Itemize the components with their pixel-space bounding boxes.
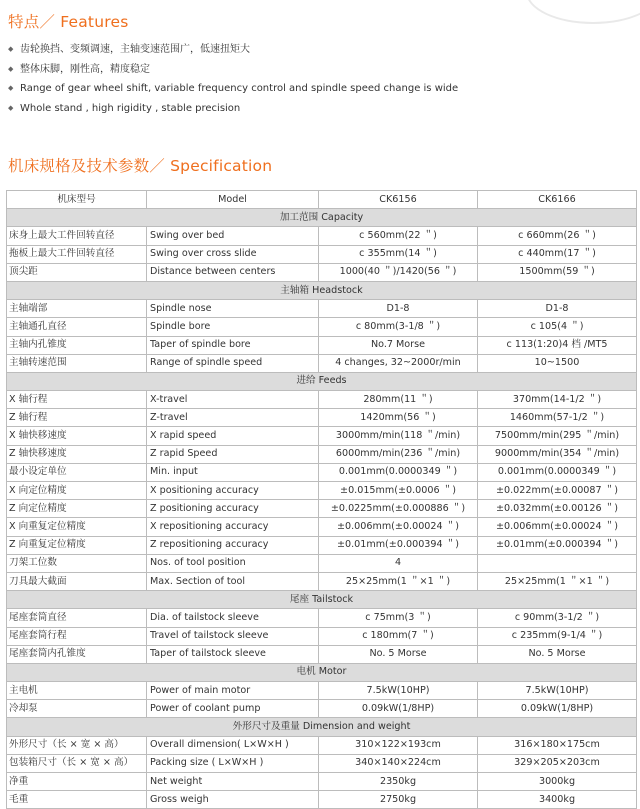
param-cn: 尾座套筒直径 <box>7 609 147 627</box>
header-cell: Model <box>147 191 319 209</box>
value-ck6156: 4 <box>319 554 478 572</box>
header-cell: 机床型号 <box>7 191 147 209</box>
value-ck6166: D1-8 <box>478 300 637 318</box>
section-header-row <box>7 281 637 299</box>
table-row <box>7 773 637 791</box>
value-ck6156: 0.001mm(0.0000349 ＂) <box>319 463 478 481</box>
value-ck6156: No.7 Morse <box>319 336 478 354</box>
section-title: 主轴箱 Headstock <box>7 281 637 299</box>
param-en: X-travel <box>147 391 319 409</box>
param-en: X rapid speed <box>147 427 319 445</box>
param-en: Spindle bore <box>147 318 319 336</box>
section-header-row <box>7 663 637 681</box>
spec-title: 机床规格及技术参数／ Specification <box>8 157 273 175</box>
param-en: Z repositioning accuracy <box>147 536 319 554</box>
param-cn: 刀架工位数 <box>7 554 147 572</box>
param-cn: X 向重复定位精度 <box>7 518 147 536</box>
param-cn: 冷却泵 <box>7 700 147 718</box>
value-ck6166: ϲ 235mm(9-1/4 ＂) <box>478 627 637 645</box>
value-ck6166: 25×25mm(1 ＂×1 ＂) <box>478 572 637 590</box>
features-list <box>8 40 458 118</box>
value-ck6166: 3000kg <box>478 773 637 791</box>
table-row <box>7 700 637 718</box>
section-title: 进给 Feeds <box>7 372 637 390</box>
value-ck6156: 7.5kW(10HP) <box>319 682 478 700</box>
feature-item: ◆ Range of gear wheel shift, variable frequency control and spindle speed change is wide <box>8 79 458 99</box>
param-en: Nos. of tool position <box>147 554 319 572</box>
feature-item: ◆ 齿轮换挡、变频调速，主轴变速范围广，低速扭矩大 <box>8 40 458 60</box>
param-en: Packing size ( L×W×H ) <box>147 754 319 772</box>
value-ck6156: 6000mm/min(236 ＂/min) <box>319 445 478 463</box>
param-cn: 主电机 <box>7 682 147 700</box>
table-row <box>7 227 637 245</box>
value-ck6156: ±0.0225mm(±0.000886 ＂) <box>319 500 478 518</box>
table-row <box>7 518 637 536</box>
table-row <box>7 409 637 427</box>
value-ck6156: 25×25mm(1 ＂×1 ＂) <box>319 572 478 590</box>
value-ck6166: 1500mm(59 ＂) <box>478 263 637 281</box>
param-cn: X 轴行程 <box>7 391 147 409</box>
param-cn: 净重 <box>7 773 147 791</box>
value-ck6156: ϲ 80mm(3-1/8 ＂) <box>319 318 478 336</box>
header-cell: CK6166 <box>478 191 637 209</box>
param-en: Z rapid Speed <box>147 445 319 463</box>
table-row <box>7 245 637 263</box>
param-en: Taper of spindle bore <box>147 336 319 354</box>
param-en: Min. input <box>147 463 319 481</box>
param-cn: 毛重 <box>7 791 147 809</box>
value-ck6166: 0.09kW(1/8HP) <box>478 700 637 718</box>
decorative-arc <box>526 0 640 24</box>
param-cn: 主轴端部 <box>7 300 147 318</box>
param-en: Power of coolant pump <box>147 700 319 718</box>
header-row <box>7 191 637 209</box>
param-cn: 主轴通孔直径 <box>7 318 147 336</box>
param-en: Power of main motor <box>147 682 319 700</box>
value-ck6156: 340×140×224cm <box>319 754 478 772</box>
table-row <box>7 682 637 700</box>
value-ck6156: D1-8 <box>319 300 478 318</box>
table-row <box>7 572 637 590</box>
section-header-row <box>7 591 637 609</box>
table-row <box>7 500 637 518</box>
value-ck6166: 3400kg <box>478 791 637 809</box>
value-ck6166: 329×205×203cm <box>478 754 637 772</box>
value-ck6156: 280mm(11 ＂) <box>319 391 478 409</box>
table-row <box>7 354 637 372</box>
table-row <box>7 445 637 463</box>
value-ck6156: ±0.01mm(±0.000394 ＂) <box>319 536 478 554</box>
value-ck6166 <box>478 554 637 572</box>
param-cn: 顶尖距 <box>7 263 147 281</box>
spec-table <box>6 190 637 809</box>
table-row <box>7 627 637 645</box>
param-cn: 尾座套筒行程 <box>7 627 147 645</box>
value-ck6156: 4 changes, 32~2000r/min <box>319 354 478 372</box>
param-en: Gross weigh <box>147 791 319 809</box>
value-ck6156: 1420mm(56 ＂) <box>319 409 478 427</box>
feature-item: ◆ 整体床脚，刚性高，精度稳定 <box>8 60 458 80</box>
value-ck6166: ϲ 660mm(26 ＂) <box>478 227 637 245</box>
param-cn: 床身上最大工件回转直径 <box>7 227 147 245</box>
value-ck6156: 2350kg <box>319 773 478 791</box>
param-en: Overall dimension( L×W×H ) <box>147 736 319 754</box>
value-ck6156: ϲ 75mm(3 ＂) <box>319 609 478 627</box>
section-header-row <box>7 372 637 390</box>
table-row <box>7 318 637 336</box>
param-cn: Z 轴行程 <box>7 409 147 427</box>
value-ck6156: ±0.015mm(±0.0006 ＂) <box>319 482 478 500</box>
param-en: Swing over cross slide <box>147 245 319 263</box>
param-cn: X 轴快移速度 <box>7 427 147 445</box>
value-ck6156: ϲ 180mm(7 ＂) <box>319 627 478 645</box>
value-ck6156: No. 5 Morse <box>319 645 478 663</box>
param-en: Range of spindle speed <box>147 354 319 372</box>
param-cn: Z 轴快移速度 <box>7 445 147 463</box>
param-en: Z positioning accuracy <box>147 500 319 518</box>
value-ck6166: 1460mm(57-1/2 ＂) <box>478 409 637 427</box>
param-en: X repositioning accuracy <box>147 518 319 536</box>
section-title: 电机 Motor <box>7 663 637 681</box>
value-ck6156: 2750kg <box>319 791 478 809</box>
param-cn: 尾座套筒内孔锥度 <box>7 645 147 663</box>
table-row <box>7 263 637 281</box>
param-en: Dia. of tailstock sleeve <box>147 609 319 627</box>
value-ck6166: ±0.01mm(±0.000394 ＂) <box>478 536 637 554</box>
value-ck6166: 316×180×175cm <box>478 736 637 754</box>
table-row <box>7 609 637 627</box>
param-cn: 主轴转速范围 <box>7 354 147 372</box>
param-en: Z-travel <box>147 409 319 427</box>
table-row <box>7 336 637 354</box>
value-ck6166: ±0.032mm(±0.00126 ＂) <box>478 500 637 518</box>
header-cell: CK6156 <box>319 191 478 209</box>
value-ck6156: 1000(40 ＂)/1420(56 ＂) <box>319 263 478 281</box>
param-cn: 刀具最大截面 <box>7 572 147 590</box>
param-cn: 主轴内孔锥度 <box>7 336 147 354</box>
value-ck6156: 0.09kW(1/8HP) <box>319 700 478 718</box>
value-ck6156: ϲ 355mm(14 ＂) <box>319 245 478 263</box>
value-ck6166: ϲ 440mm(17 ＂) <box>478 245 637 263</box>
value-ck6166: No. 5 Morse <box>478 645 637 663</box>
param-en: Spindle nose <box>147 300 319 318</box>
table-row <box>7 427 637 445</box>
table-row <box>7 482 637 500</box>
section-title: 加工范围 Capacity <box>7 209 637 227</box>
param-en: Net weight <box>147 773 319 791</box>
value-ck6166: ±0.022mm(±0.00087 ＂) <box>478 482 637 500</box>
param-cn: 外形尺寸（长 × 宽 × 高） <box>7 736 147 754</box>
param-cn: X 向定位精度 <box>7 482 147 500</box>
table-row <box>7 736 637 754</box>
param-en: X positioning accuracy <box>147 482 319 500</box>
section-title: 尾座 Tailstock <box>7 591 637 609</box>
param-en: Travel of tailstock sleeve <box>147 627 319 645</box>
param-en: Distance between centers <box>147 263 319 281</box>
value-ck6166: 10~1500 <box>478 354 637 372</box>
section-header-row <box>7 718 637 736</box>
value-ck6166: ϲ 105(4 ＂) <box>478 318 637 336</box>
value-ck6156: 3000mm/min(118 ＂/min) <box>319 427 478 445</box>
features-title: 特点／ Features <box>8 13 129 31</box>
value-ck6156: ϲ 560mm(22 ＂) <box>319 227 478 245</box>
table-row <box>7 391 637 409</box>
value-ck6166: ϲ 113(1:20)4 档 /MT5 <box>478 336 637 354</box>
table-row <box>7 645 637 663</box>
value-ck6166: 7500mm/min(295 ＂/min) <box>478 427 637 445</box>
table-row <box>7 463 637 481</box>
feature-item: ◆ Whole stand , high rigidity , stable precision <box>8 99 458 119</box>
section-title: 外形尺寸及重量 Dimension and weight <box>7 718 637 736</box>
value-ck6166: 7.5kW(10HP) <box>478 682 637 700</box>
param-en: Max. Section of tool <box>147 572 319 590</box>
value-ck6166: ϲ 90mm(3-1/2 ＂) <box>478 609 637 627</box>
table-row <box>7 300 637 318</box>
table-row <box>7 754 637 772</box>
param-cn: 最小设定单位 <box>7 463 147 481</box>
param-en: Taper of tailstock sleeve <box>147 645 319 663</box>
value-ck6156: 310×122×193cm <box>319 736 478 754</box>
table-row <box>7 536 637 554</box>
table-row <box>7 554 637 572</box>
value-ck6166: 0.001mm(0.0000349 ＂) <box>478 463 637 481</box>
value-ck6166: ±0.006mm(±0.00024 ＂) <box>478 518 637 536</box>
section-header-row <box>7 209 637 227</box>
param-cn: Z 向重复定位精度 <box>7 536 147 554</box>
value-ck6166: 9000mm/min(354 ＂/min) <box>478 445 637 463</box>
value-ck6156: ±0.006mm(±0.00024 ＂) <box>319 518 478 536</box>
param-en: Swing over bed <box>147 227 319 245</box>
param-cn: 拖板上最大工件回转直径 <box>7 245 147 263</box>
param-cn: 包装箱尺寸（长 × 宽 × 高） <box>7 754 147 772</box>
value-ck6166: 370mm(14-1/2 ＂) <box>478 391 637 409</box>
param-cn: Z 向定位精度 <box>7 500 147 518</box>
